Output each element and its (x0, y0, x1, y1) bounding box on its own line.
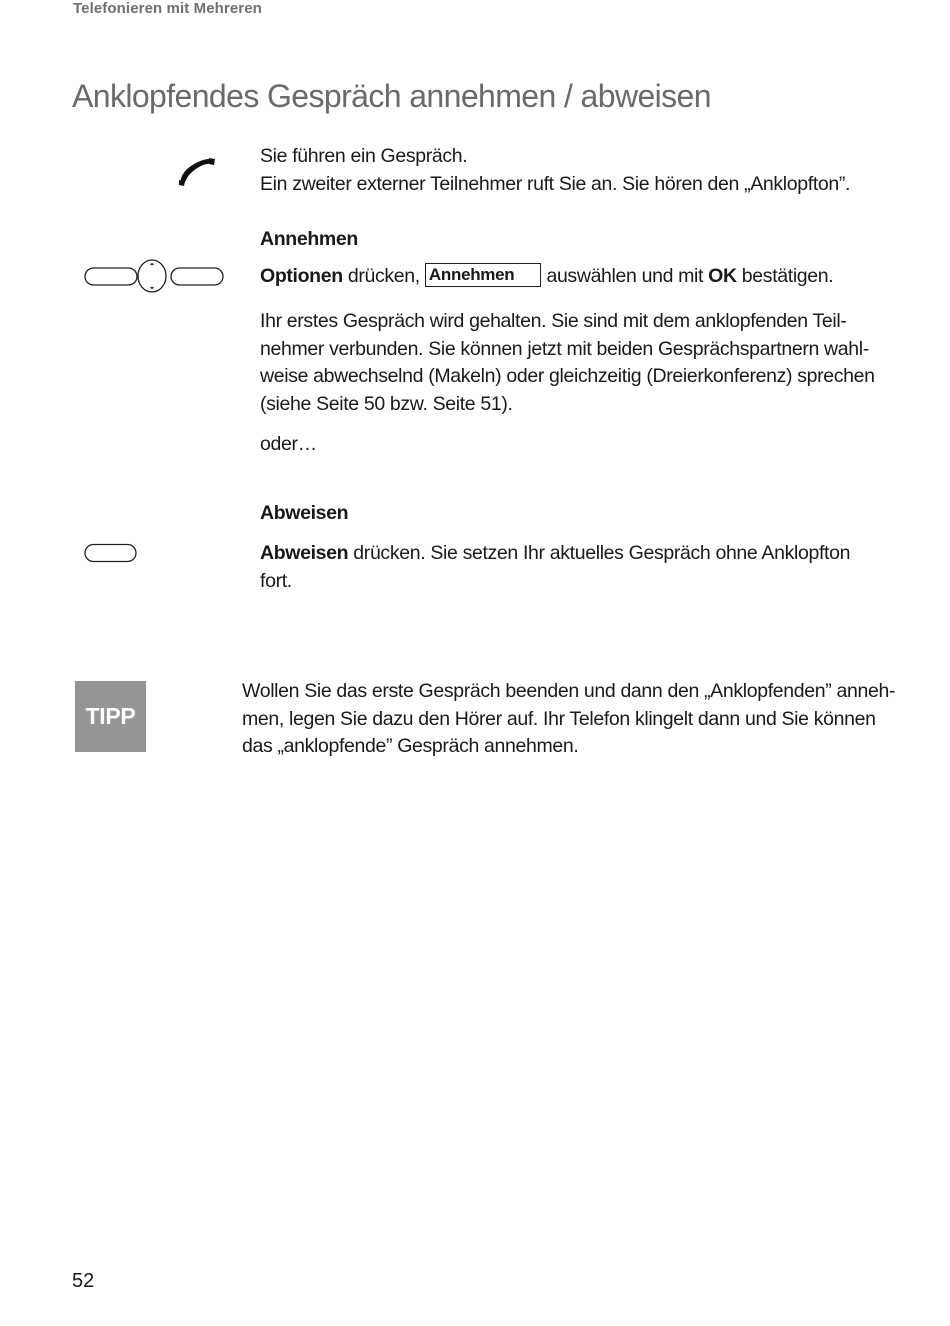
annehmen-step (260, 263, 833, 291)
tip-text (242, 678, 895, 761)
display-option-annehmen: Annehmen (425, 263, 541, 287)
soft-key-icon (84, 543, 138, 563)
page-title: Anklopfendes Gespräch annehmen / abweisen (72, 78, 711, 114)
annehmen-heading: Annehmen (260, 228, 358, 250)
annehmen-description (260, 308, 875, 418)
tipp-badge: TIPP (75, 681, 146, 752)
soft-keys-navigation-icon (84, 259, 226, 293)
abweisen-key-label: Abweisen (260, 542, 349, 564)
or-text: oder… (260, 433, 317, 455)
page-number: 52 (72, 1270, 95, 1292)
ok-key-label: OK (708, 265, 737, 287)
step-text-2: auswählen und mit (541, 265, 709, 287)
abweisen-step-line-1 (260, 540, 850, 568)
step-text-3: bestätigen. (736, 265, 834, 287)
running-head: Telefonieren mit Mehreren (73, 0, 262, 17)
optionen-key-label: Optionen (260, 265, 343, 287)
intro-text (260, 143, 850, 198)
annehmen-description-line: Ihr erstes Gespräch wird gehalten. Sie sind mit dem anklopfenden Teil- (260, 310, 847, 332)
annehmen-description-line: weise abwechselnd (Makeln) oder gleichzeitig (Dreierkonferenz) sprechen (260, 365, 875, 387)
intro-line-1: Sie führen ein Gespräch. (260, 145, 468, 167)
tip-line: das „anklopfende” Gespräch annehmen. (242, 735, 579, 757)
intro-line-2: Ein zweiter externer Teilnehmer ruft Sie an. Sie hören den „Anklopfton”. (260, 172, 851, 195)
step-text-1: drücken, (342, 265, 425, 287)
annehmen-description-line: nehmer verbunden. Sie können jetzt mit beiden Gesprächspartnern wahl- (260, 337, 869, 360)
tip-line: Wollen Sie das erste Gespräch beenden und dann den „Anklopfenden” anneh- (242, 680, 896, 702)
abweisen-step-text-1: drücken. Sie setzen Ihr aktuelles Gespräch ohne Anklopfton (348, 542, 851, 564)
tip-line: men, legen Sie dazu den Hörer auf. Ihr Telefon klingelt dann und Sie können (242, 707, 876, 730)
abweisen-step-line-2: fort. (260, 569, 292, 592)
abweisen-step (260, 540, 850, 595)
abweisen-heading: Abweisen (260, 502, 349, 524)
annehmen-description-line: (siehe Seite 50 bzw. Seite 51). (260, 392, 513, 415)
handset-icon (176, 154, 218, 188)
